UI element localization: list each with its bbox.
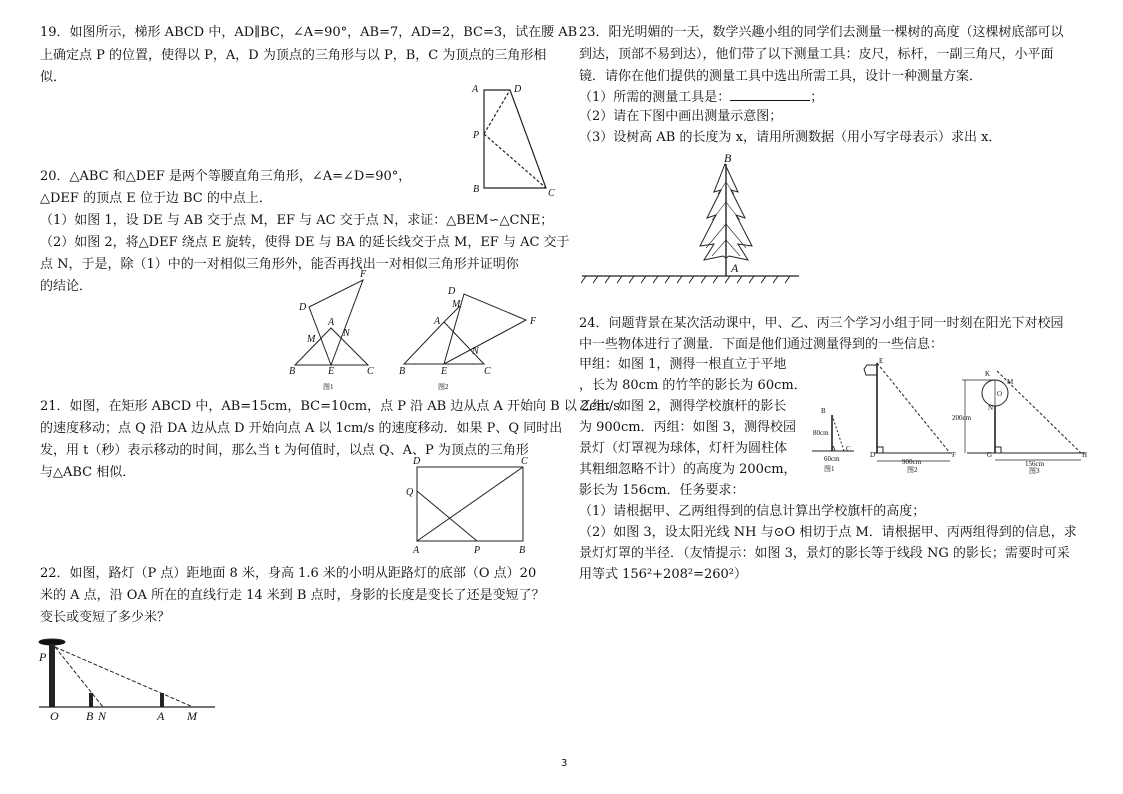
q22-line1: 22．如图，路灯（P 点）距地面 8 米，身高 1.6 米的小明从距路灯的底部（O 点）20 — [40, 566, 537, 581]
ground-hatching — [581, 276, 790, 283]
q24-line2: 中一些物体进行了测量．下面是他们通过测量得到的一些信息： — [579, 337, 944, 352]
fig1-label-c: C — [846, 445, 851, 453]
fig1-label-e: E — [328, 366, 335, 377]
fig2-label-m: M — [452, 299, 461, 310]
fig3-label-h: H — [1082, 451, 1088, 459]
q24-task3b: 用等式 156²+208²=260²） — [579, 567, 747, 582]
q24-body2: ，长为 80cm 的竹竿的影长为 60cm． — [579, 378, 807, 393]
fig2-label-f: F — [530, 316, 537, 327]
triangle-abc-2 — [404, 322, 484, 364]
fig2-label-n: N — [472, 346, 479, 357]
q24-figure-1 — [812, 405, 857, 475]
fig2-caption: 图2 — [907, 466, 918, 474]
q23-sub3: （3）设树高 AB 的长度为 x，请用所测数据（用小写字母表示）求出 x． — [579, 130, 1002, 145]
q24-figure-2 — [852, 355, 960, 475]
fig2-label-b: B — [399, 366, 406, 377]
q22-label-m: M — [187, 709, 197, 723]
q22-label-o: O — [50, 709, 59, 723]
fig3-height: 200cm — [952, 414, 972, 422]
q22-label-n: N — [98, 709, 107, 723]
q19-line3: 似． — [40, 70, 67, 85]
q24-body6: 其粗细忽略不计）的高度为 200cm， — [579, 462, 797, 477]
fig1-label-b: B — [289, 366, 296, 377]
triangle-abc — [295, 328, 368, 365]
fig2-label-d: D — [870, 451, 876, 459]
q22-label-b: B — [86, 709, 94, 723]
fig1-caption: 图1 — [824, 465, 835, 473]
segment-pd — [484, 90, 510, 134]
trapezoid-abcd — [484, 90, 546, 188]
fig1-label-c: C — [367, 366, 374, 377]
q23-sub2: （2）请在下图中画出测量示意图； — [579, 109, 783, 124]
q21-label-c: C — [521, 456, 528, 467]
q23-label-b: B — [724, 151, 732, 165]
flag — [864, 365, 877, 375]
q23-sub1-text: （1）所需的测量工具是： — [579, 90, 731, 105]
q21-line1: 21．如图，在矩形 ABCD 中，AB=15cm，BC=10cm，点 P 沿 AB 边从点 A 开始向 B 以 2cm/s — [40, 399, 620, 414]
q23-line1: 23．阳光明媚的一天，数学兴趣小组的同学们去测量一棵树的高度（这棵树底部可以 — [579, 25, 1064, 40]
fig2-label-c: C — [484, 366, 491, 377]
fig1-label-m: M — [307, 334, 316, 345]
fig2-label-f: F — [952, 451, 956, 459]
q24-line1: 24．问题背景在某次活动课中，甲、乙、丙三个学习小组于同一时刻在阳光下对校园 — [579, 316, 1064, 331]
q20-line2: △DEF 的顶点 E 位于边 BC 的中点上． — [40, 191, 272, 206]
q20-line4: （2）如图 2，将△DEF 绕点 E 旋转，使得 DE 与 BA 的延长线交于点 M，EF 与 AC 交于 — [40, 235, 570, 250]
q21-label-a: A — [413, 545, 420, 556]
ray-to-n — [55, 647, 103, 707]
q23-answer-blank[interactable] — [730, 86, 810, 101]
q24-body5: 景灯（灯罩视为球体，灯杆为圆柱体 — [579, 441, 788, 456]
q21-line2: 的速度移动；点 Q 沿 DA 边从点 D 开始向点 A 以 1cm/s 的速度移动．如果 P、Q 同时出 — [40, 421, 563, 436]
q21-line4: 与△ABC 相似． — [40, 465, 136, 480]
fig2-caption: 图2 — [438, 383, 449, 391]
q21-label-p: P — [474, 545, 481, 556]
right-angle-mark — [877, 447, 883, 453]
q19-line2: 上确定点 P 的位置，使得以 P，A，D 为顶点的三角形与以 P，B，C 为顶点的三角形相 — [40, 48, 547, 63]
fig1-shadow: 60cm — [824, 455, 840, 463]
q23-tree-figure — [578, 152, 803, 287]
label-a: A — [472, 84, 479, 95]
fig2-label-d: D — [448, 286, 456, 297]
fig3-shadow: 156cm — [1025, 460, 1045, 468]
fig3-label-k: K — [985, 370, 991, 378]
q22-label-a: A — [157, 709, 165, 723]
q24-body4: 为 900cm．丙组：如图 3，测得校园 — [579, 420, 796, 435]
fig3-label-m: M — [1007, 378, 1014, 386]
q24-body7: 影长为 156cm．任务要求： — [579, 483, 745, 498]
ray-to-m — [55, 647, 193, 707]
q23-line2: 到达，顶部不易到达），他们带了以下测量工具：皮尺，标杆，一副三角尺，小平面 — [579, 47, 1054, 62]
q22-streetlight-figure — [35, 635, 225, 730]
q23-label-a: A — [731, 261, 739, 275]
fig1-caption: 图1 — [323, 383, 334, 391]
fig3-label-g: G — [987, 451, 993, 459]
fig3-label-o: O — [997, 390, 1003, 398]
fig2-label-e: E — [879, 357, 884, 365]
q24-task3a: 景灯灯罩的半径．（友情提示：如图 3，景灯的影长等于线段 NG 的影长；需要时可采 — [579, 546, 1070, 561]
label-d: D — [514, 84, 522, 95]
fig2-label-a: A — [434, 316, 441, 327]
fig1-label-f: F — [360, 269, 367, 280]
fig3-caption: 图3 — [1029, 467, 1040, 475]
q21-label-d: D — [413, 456, 421, 467]
label-p: P — [473, 130, 480, 141]
fig2-shadow: 900cm — [902, 458, 922, 466]
q22-line3: 变长或变短了多少米？ — [40, 610, 171, 625]
sun-ray — [877, 363, 950, 453]
segment-qp — [417, 491, 477, 541]
q20-line6: 的结论． — [40, 279, 93, 294]
q20-line3: （1）如图 1，设 DE 与 AB 交于点 M，EF 与 AC 交于点 N，求证：△BEM∽△CNE； — [40, 213, 554, 228]
q20-figure-1 — [285, 270, 395, 395]
q19-line1: 19．如图所示，梯形 ABCD 中，AD∥BC，∠A=90°，AB=7，AD=2，BC=3，试在腰 AB — [40, 25, 578, 40]
q21-rectangle-figure — [405, 455, 535, 555]
q22-label-p: P — [39, 650, 47, 664]
page-number: 3 — [561, 758, 568, 769]
q20-line1: 20．△ABC 和△DEF 是两个等腰直角三角形，∠A=∠D=90°， — [40, 169, 412, 184]
fig2-label-e: E — [441, 366, 448, 377]
q24-body1: 甲组：如图 1，测得一根直立于平地 — [579, 357, 787, 372]
fig1-label-d: D — [299, 302, 307, 313]
q24-body3: 乙组：如图 2，测得学校旗杆的影长 — [579, 399, 787, 414]
fig1-label-a: A — [328, 317, 335, 328]
fig1-label-b: B — [821, 407, 826, 415]
right-angle-mark — [995, 447, 1001, 453]
q21-label-b: B — [519, 545, 526, 556]
fig1-label-n: N — [343, 328, 350, 339]
q19-trapezoid-figure — [470, 80, 560, 200]
q24-task2: （2）如图 3，设太阳光线 NH 与⊙O 相切于点 M．请根据甲、丙两组得到的信息，求 — [579, 525, 1077, 540]
q23-sub1-end: ； — [810, 90, 824, 105]
label-c: C — [548, 188, 555, 199]
q22-line2: 米的 A 点，沿 OA 所在的直线行走 14 米到 B 点时，身影的长度是变长了还是变短了？ — [40, 588, 545, 603]
fig1-height: 80cm — [813, 429, 829, 437]
q20-figure-2 — [398, 282, 548, 397]
q24-task1: （1）请根据甲、乙两组得到的信息计算出学校旗杆的高度； — [579, 504, 926, 519]
q24-figure-3 — [952, 358, 1090, 475]
q20-line5: 点 N，于是，除（1）中的一对相似三角形外，能否再找出一对相似三角形并证明你 — [40, 257, 519, 272]
fig1-label-a: A — [831, 445, 837, 453]
q21-label-q: Q — [406, 487, 414, 498]
q21-line3: 发，用 t（秒）表示移动的时间，那么当 t 为何值时，以点 Q、A、P 为顶点的三角形 — [40, 443, 529, 458]
label-b: B — [473, 184, 480, 195]
fig3-label-n: N — [988, 404, 994, 412]
q23-line3: 镜．请你在他们提供的测量工具中选出所需工具，设计一种测量方案． — [579, 69, 983, 84]
